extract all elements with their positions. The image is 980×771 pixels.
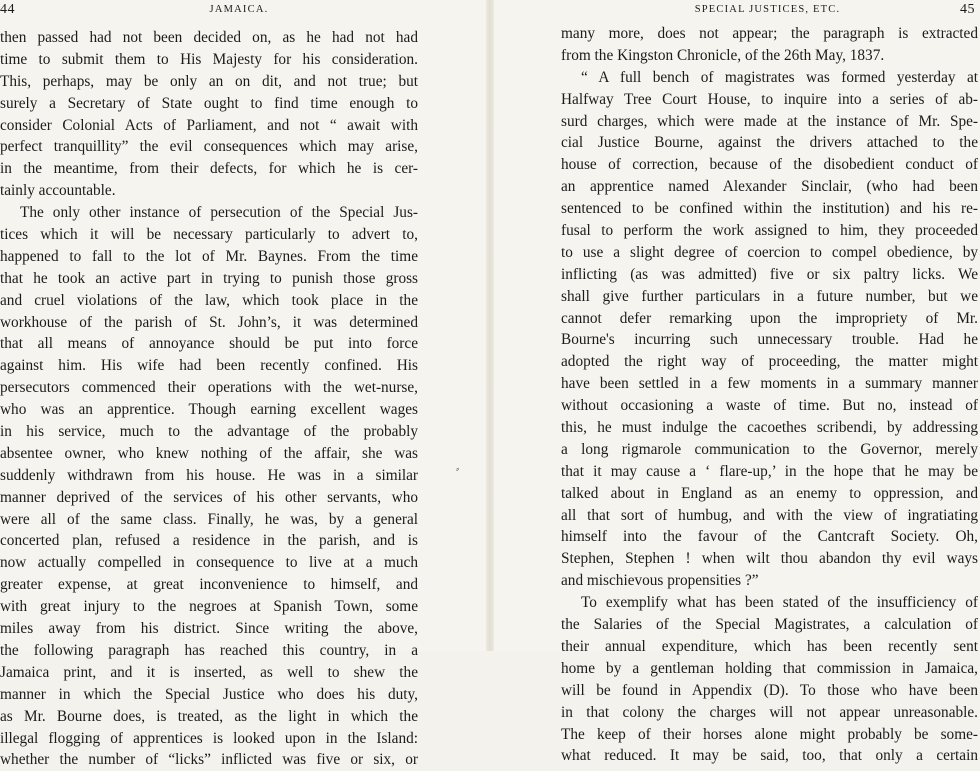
text-line: shall give further particulars in a future number, but we (561, 287, 978, 305)
left-page-header (0, 2, 478, 20)
text-line: cannot defer remarking upon the impropriety of Mr. (561, 309, 978, 327)
text-line: To exemplify what has been stated of the insufficiency of (581, 594, 978, 612)
text-line: Stephen, Stephen ! when wilt thou abandon thy evil ways (561, 550, 978, 568)
text-line: with great injury to the negroes at Spanish Town, some (0, 598, 418, 616)
text-line: “ A full bench of magistrates was formed yesterday at (581, 68, 978, 86)
left-page-body (0, 27, 418, 771)
text-line: time to submit them to His Majesty for his consideration. (0, 50, 418, 68)
left-running-head: JAMAICA. (209, 4, 269, 15)
text-line: The keep of their horses alone might probably be some- (561, 725, 978, 743)
text-line: were all of the same class. Finally, he was, by a general (0, 510, 418, 528)
text-line: from the Kingston Chronicle, of the 26th May, 1837. (561, 46, 885, 64)
text-line: the following paragraph has reached this country, in a (0, 641, 418, 659)
text-line: inflicting (as was admitted) five or six paltry licks. We (561, 265, 978, 283)
text-line: in the meantime, from their defects, for which he is cer- (0, 160, 418, 178)
text-line: who was an apprentice. Though earning excellent wages (0, 401, 418, 419)
text-line: the Salaries of the Special Magistrates, a calculation of (561, 616, 978, 634)
text-line: suddenly withdrawn from his house. He was in a similar (0, 466, 418, 484)
text-line: whether the number of “licks” inflicted was five or six, or (0, 751, 418, 769)
text-line: Halfway Tree Court House, to inquire into a series of ab- (561, 90, 978, 108)
text-line: as Mr. Bourne does, is treated, as the light in which the (0, 707, 418, 725)
text-line: all that sort of humbug, and with the view of ingratiating (561, 506, 978, 524)
text-line: that all means of annoyance should be put into force (0, 335, 418, 353)
text-line: their annual expenditure, which has been recently sent (561, 637, 978, 655)
text-line: now actually compelled in consequence to live at a much (0, 554, 418, 572)
text-line: will be found in Appendix (D). To those who have been (561, 681, 978, 699)
text-line: in his service, much to the advantage of the probably (0, 423, 418, 441)
text-line: against him. His wife had been recently confined. His (0, 357, 418, 375)
text-line: Bourne's incurring such unnecessary trouble. Had he (561, 331, 978, 349)
right-page-header (560, 2, 975, 20)
text-line: then passed had not been decided on, as he had not had (0, 29, 418, 46)
text-line: persecutors commenced their operations with the wet-nurse, (0, 379, 418, 397)
text-line: This, perhaps, may be only an on dit, and not true; but (0, 72, 418, 90)
text-line: The only other instance of persecution of the Special Jus- (20, 204, 418, 222)
text-line: sentenced to be confined within the institution) and his re- (561, 200, 978, 218)
text-line: what reduced. It may be said, too, that only a certain (561, 747, 978, 765)
text-line: manner deprived of the services of his other servants, who (0, 488, 418, 506)
text-line: home by a gentleman holding that commission in Jamaica, (561, 659, 978, 677)
text-line: greater expense, at great inconvenience to himself, and (0, 576, 418, 594)
stray-ink-mark: ⸗ (456, 464, 460, 475)
right-page-body (561, 23, 978, 767)
text-line: Jamaica print, and it is inserted, as well to shew the (0, 663, 418, 681)
right-running-head: SPECIAL JUSTICES, ETC. (694, 4, 841, 15)
text-line: tainly accountable. (0, 182, 116, 200)
text-line: absentee owner, who knew nothing of the affair, she was (0, 444, 418, 462)
text-line: and cruel violations of the law, which took place in the (0, 291, 418, 309)
text-line: this, he must indulge the cacoethes scribendi, by addressing (561, 419, 978, 437)
book-gutter (486, 0, 494, 651)
text-line: consider Colonial Acts of Parliament, and not “ await with (0, 116, 418, 134)
text-line: talked about in England as an enemy to oppression, and (561, 484, 978, 502)
text-line: adopted the right way of proceeding, the matter might (561, 353, 978, 371)
text-line: perfect tranquillity” the evil consequences which may arise, (0, 138, 418, 156)
text-line: house of correction, because of the disobedient conduct of (561, 156, 978, 174)
text-line: that he took an active part in trying to punish those gross (0, 269, 418, 287)
text-line: a long rigmarole communication to the Governor, merely (561, 440, 978, 458)
text-line: illegal flogging of apprentices is looked upon in the Island: (0, 729, 418, 747)
text-line: have been settled in a few moments in a summary manner (561, 375, 978, 393)
text-line: many more, does not appear; the paragraph is extracted (561, 25, 978, 42)
text-line: fusal to perform the work assigned to him, they proceeded (561, 222, 978, 240)
text-line: and mischievous propensities ?” (561, 572, 759, 590)
text-line: miles away from his district. Since writing the above, (0, 620, 418, 638)
text-line: in that colony the charges will not appear unreasonable. (561, 703, 978, 721)
text-line: to use a slight degree of coercion to compel obedience, by (561, 243, 978, 261)
text-line: workhouse of the parish of St. John’s, it was determined (0, 313, 418, 331)
text-line: happened to fall to the lot of Mr. Baynes. From the time (0, 247, 418, 265)
text-line: that it may cause a ‘ flare-up,’ in the hope that he may be (561, 462, 978, 480)
text-line: tices which it will be necessary particularly to advert to, (0, 226, 418, 244)
text-line: without occasioning a waste of time. But no, instead of (561, 397, 978, 415)
text-line: manner in which the Special Justice who does his duty, (0, 685, 418, 703)
text-line: surd charges, which were made at the instance of Mr. Spe- (561, 112, 978, 130)
text-line: an apprentice named Alexander Sinclair, (who had been (561, 178, 978, 196)
left-page-number: 44 (0, 2, 15, 17)
text-line: cial Justice Bourne, against the drivers attached to the (561, 134, 978, 152)
text-line: surely a Secretary of State ought to find time enough to (0, 94, 418, 112)
text-line: concerted plan, refused a residence in the parish, and is (0, 532, 418, 550)
text-line: himself into the favour of the Cantcraft Society. Oh, (561, 528, 978, 546)
right-page-number: 45 (960, 2, 975, 17)
